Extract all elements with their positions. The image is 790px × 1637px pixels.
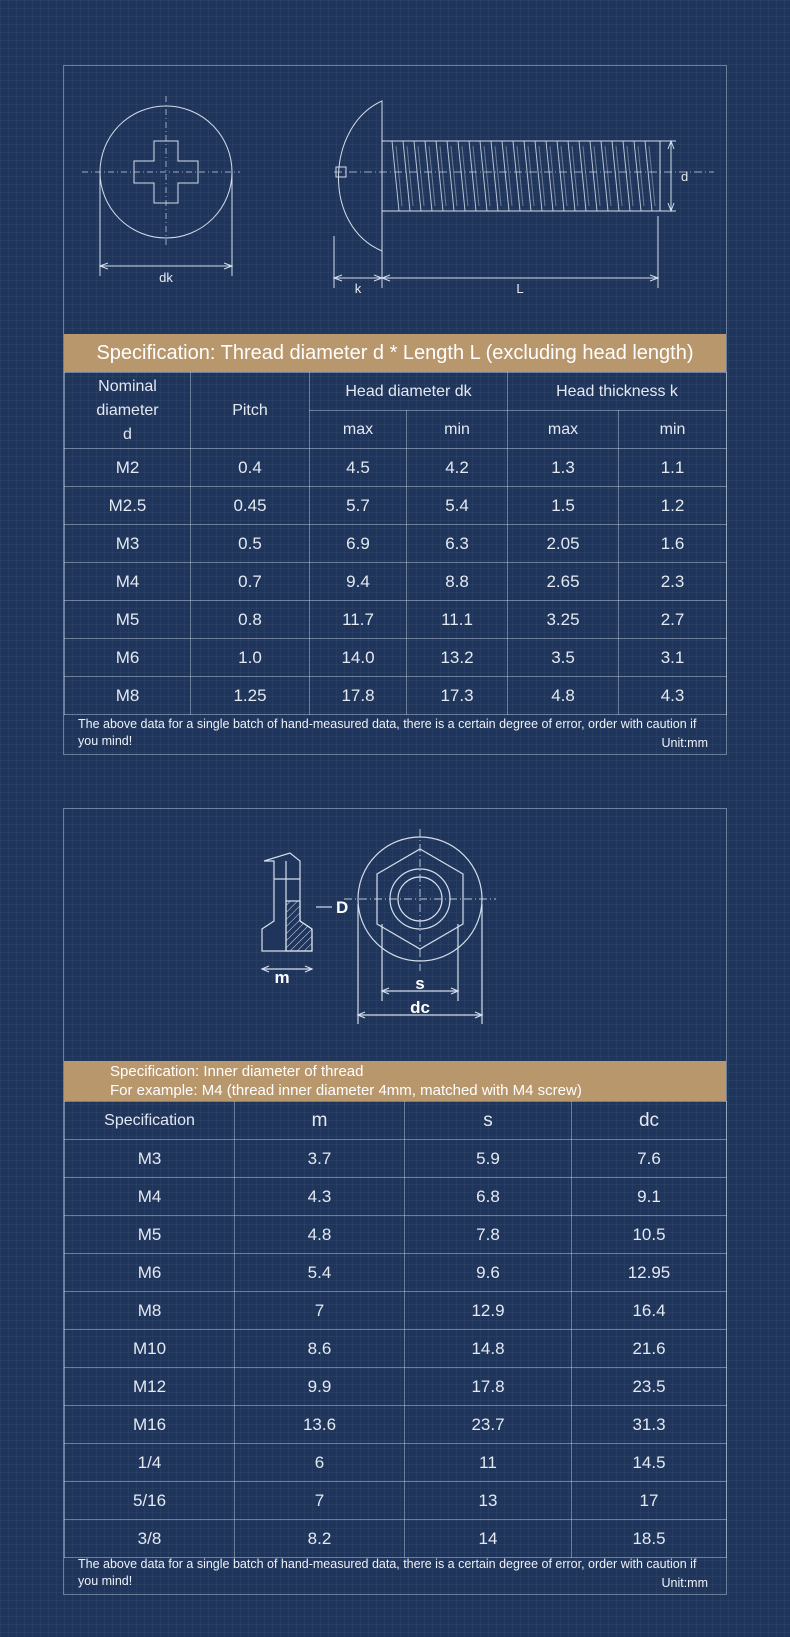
bolt-threads <box>392 141 655 211</box>
table-cell: 4.3 <box>619 677 727 715</box>
table-cell: 17.8 <box>310 677 407 715</box>
table-row <box>65 1368 727 1406</box>
table-row <box>65 1482 727 1520</box>
table-cell: 13.6 <box>235 1406 405 1444</box>
table-cell: 9.4 <box>310 563 407 601</box>
table-cell: 0.45 <box>191 487 310 525</box>
m-header: m <box>235 1102 405 1140</box>
table-cell: 5.4 <box>235 1254 405 1292</box>
table-cell: 3.25 <box>508 601 619 639</box>
bolt-note-text: The above data for a single batch of hand-measured data, there is a certain degree of error, order with caution if you mind! <box>78 717 697 748</box>
dc-dimension-label: dc <box>410 998 430 1017</box>
table-cell: 7.8 <box>405 1216 572 1254</box>
nut-note-text: The above data for a single batch of hand-measured data, there is a certain degree of error, order with caution if you mind! <box>78 1557 697 1588</box>
nut-spec-banner <box>64 1061 726 1101</box>
table-row <box>65 525 727 563</box>
nut-disclaimer-note <box>64 1556 726 1592</box>
table-cell: 0.8 <box>191 601 310 639</box>
table-row <box>65 1520 727 1558</box>
table-cell: 4.3 <box>235 1178 405 1216</box>
table-cell: 8.2 <box>235 1520 405 1558</box>
table-cell: 14.0 <box>310 639 407 677</box>
nominal-header-line2: diameter <box>96 401 159 419</box>
table-row <box>65 677 727 715</box>
table-row <box>65 601 727 639</box>
table-cell: M6 <box>65 639 191 677</box>
table-row <box>65 1330 727 1368</box>
table-cell: 6.8 <box>405 1178 572 1216</box>
table-cell: 0.7 <box>191 563 310 601</box>
nut-spec-table <box>64 1101 727 1558</box>
head-diameter-header: Head diameter dk <box>310 373 508 411</box>
table-cell: 6.9 <box>310 525 407 563</box>
dk-max-header: max <box>310 411 407 449</box>
table-cell: M10 <box>65 1330 235 1368</box>
table-cell: 1.2 <box>619 487 727 525</box>
table-cell: 11.7 <box>310 601 407 639</box>
k-label: k <box>354 281 362 296</box>
table-cell: 4.2 <box>407 449 508 487</box>
table-cell: 17 <box>572 1482 727 1520</box>
table-cell: M2.5 <box>65 487 191 525</box>
table-cell: 2.3 <box>619 563 727 601</box>
table-cell: M5 <box>65 1216 235 1254</box>
bolt-unit-label: Unit:mm <box>661 736 708 750</box>
table-row <box>65 639 727 677</box>
table-cell: 13.2 <box>407 639 508 677</box>
m-dimension-label: m <box>274 968 290 987</box>
k-max-header: max <box>508 411 619 449</box>
table-cell: 4.8 <box>235 1216 405 1254</box>
table-cell: 8.8 <box>407 563 508 601</box>
table-cell: 1.0 <box>191 639 310 677</box>
table-cell: 7.6 <box>572 1140 727 1178</box>
dk-min-header: min <box>407 411 508 449</box>
table-cell: 4.5 <box>310 449 407 487</box>
table-cell: 11.1 <box>407 601 508 639</box>
k-min-header: min <box>619 411 727 449</box>
table-cell: 1.1 <box>619 449 727 487</box>
bolt-spec-panel <box>63 65 727 755</box>
table-row <box>65 1292 727 1330</box>
table-cell: 14.8 <box>405 1330 572 1368</box>
table-cell: M5 <box>65 601 191 639</box>
table-cell: M8 <box>65 1292 235 1330</box>
table-cell: 23.5 <box>572 1368 727 1406</box>
table-cell: M3 <box>65 1140 235 1178</box>
D-dimension-label: D <box>336 898 349 917</box>
table-cell: 12.9 <box>405 1292 572 1330</box>
table-cell: 6.3 <box>407 525 508 563</box>
nominal-diameter-header <box>65 373 191 449</box>
table-cell: 2.05 <box>508 525 619 563</box>
table-cell: 14.5 <box>572 1444 727 1482</box>
table-cell: M8 <box>65 677 191 715</box>
table-cell: 0.5 <box>191 525 310 563</box>
table-cell: 3.7 <box>235 1140 405 1178</box>
flange-nut-technical-drawing <box>64 809 726 1061</box>
table-cell: 1.3 <box>508 449 619 487</box>
table-cell: 23.7 <box>405 1406 572 1444</box>
table-cell: 5.9 <box>405 1140 572 1178</box>
table-cell: 3.1 <box>619 639 727 677</box>
bolt-drawing-svg <box>64 66 726 334</box>
table-cell: 6 <box>235 1444 405 1482</box>
nominal-header-line3: d <box>123 425 132 443</box>
table-cell: 2.7 <box>619 601 727 639</box>
table-cell: 1.25 <box>191 677 310 715</box>
table-cell: 2.65 <box>508 563 619 601</box>
table-row <box>65 563 727 601</box>
table-cell: M4 <box>65 563 191 601</box>
table-cell: M6 <box>65 1254 235 1292</box>
table-cell: M16 <box>65 1406 235 1444</box>
bolt-head-side-view <box>338 101 382 251</box>
nut-banner-line1: Specification: Inner diameter of thread <box>110 1063 364 1080</box>
table-cell: 1.5 <box>508 487 619 525</box>
table-cell: M3 <box>65 525 191 563</box>
bolt-disclaimer-note <box>64 716 726 752</box>
table-row <box>65 1254 727 1292</box>
table-cell: 10.5 <box>572 1216 727 1254</box>
dk-label: dk <box>159 270 173 285</box>
table-cell: 13 <box>405 1482 572 1520</box>
table-cell: 5/16 <box>65 1482 235 1520</box>
nut-spec-panel <box>63 808 727 1595</box>
table-cell: M12 <box>65 1368 235 1406</box>
table-cell: 4.8 <box>508 677 619 715</box>
s-dimension-label: s <box>415 974 425 993</box>
table-cell: 16.4 <box>572 1292 727 1330</box>
table-row <box>65 1216 727 1254</box>
bolt-technical-drawing <box>64 66 726 334</box>
head-thickness-header: Head thickness k <box>508 373 727 411</box>
table-row <box>65 1178 727 1216</box>
table-cell: 7 <box>235 1292 405 1330</box>
table-cell: 17.3 <box>407 677 508 715</box>
table-cell: 3.5 <box>508 639 619 677</box>
table-row <box>65 1406 727 1444</box>
nominal-header-line1: Nominal <box>98 377 157 395</box>
table-cell: 1.6 <box>619 525 727 563</box>
nut-unit-label: Unit:mm <box>661 1576 708 1590</box>
nut-banner-line2: For example: M4 (thread inner diameter 4mm, matched with M4 screw) <box>110 1082 582 1099</box>
nut-drawing-svg <box>64 809 726 1061</box>
table-cell: 9.1 <box>572 1178 727 1216</box>
table-cell: 1/4 <box>65 1444 235 1482</box>
table-cell: 5.4 <box>407 487 508 525</box>
table-cell: M4 <box>65 1178 235 1216</box>
s-header: s <box>405 1102 572 1140</box>
table-cell: M2 <box>65 449 191 487</box>
table-cell: 18.5 <box>572 1520 727 1558</box>
table-row <box>65 449 727 487</box>
pitch-header: Pitch <box>191 373 310 449</box>
table-cell: 9.9 <box>235 1368 405 1406</box>
specification-header: Specification <box>65 1102 235 1140</box>
bolt-spec-table <box>64 372 727 715</box>
table-cell: 17.8 <box>405 1368 572 1406</box>
length-label: L <box>516 281 524 296</box>
table-cell: 21.6 <box>572 1330 727 1368</box>
table-cell: 7 <box>235 1482 405 1520</box>
table-cell: 31.3 <box>572 1406 727 1444</box>
table-cell: 3/8 <box>65 1520 235 1558</box>
table-row <box>65 487 727 525</box>
table-cell: 14 <box>405 1520 572 1558</box>
table-cell: 9.6 <box>405 1254 572 1292</box>
table-row <box>65 1140 727 1178</box>
table-cell: 5.7 <box>310 487 407 525</box>
table-cell: 8.6 <box>235 1330 405 1368</box>
dc-header: dc <box>572 1102 727 1140</box>
table-cell: 0.4 <box>191 449 310 487</box>
d-label: d <box>681 169 689 184</box>
bolt-spec-banner: Specification: Thread diameter d * Length L (excluding head length) <box>64 334 726 372</box>
table-row <box>65 1444 727 1482</box>
table-cell: 12.95 <box>572 1254 727 1292</box>
table-cell: 11 <box>405 1444 572 1482</box>
